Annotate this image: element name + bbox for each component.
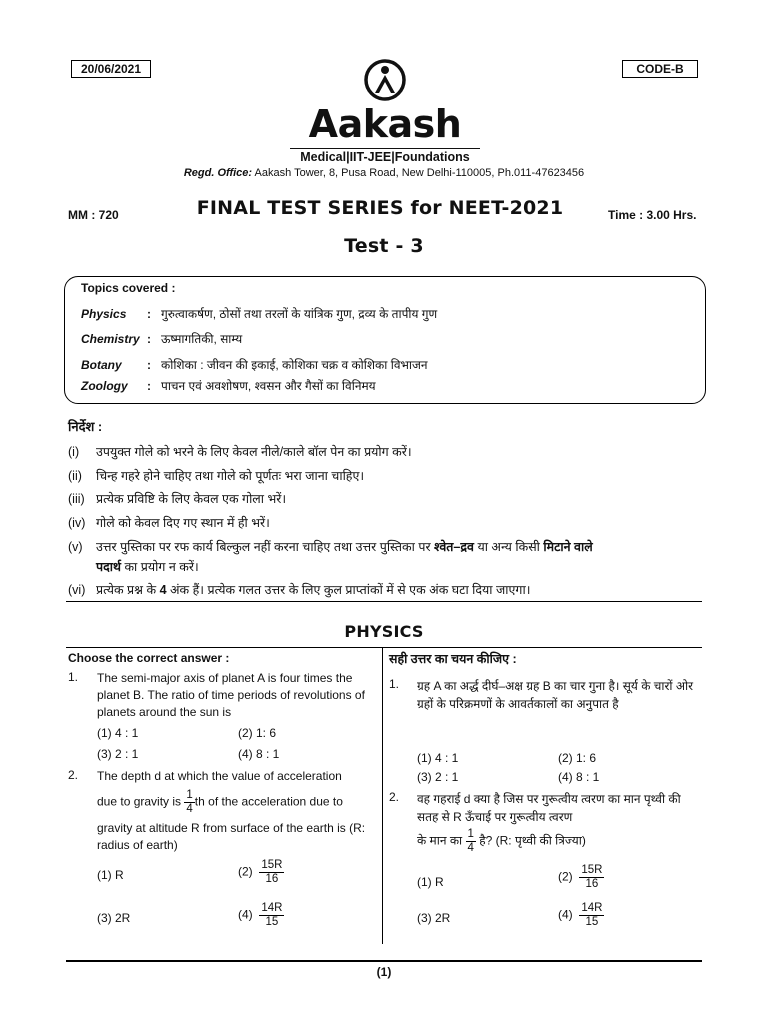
question-number: 1.	[389, 677, 400, 691]
instruction-item: (i) उपयुक्त गोले को भरने के लिए केवल नीले/काले बॉल पेन का प्रयोग करें।	[68, 445, 412, 459]
regd-office: Regd. Office: Aakash Tower, 8, Pusa Road, New Delhi-110005, Ph.011-47623456	[183, 167, 585, 179]
instruction-item: (iv) गोले को केवल दिए गए स्थान में ही भरें।	[68, 516, 270, 530]
option: (1) R	[417, 875, 444, 889]
left-heading: Choose the correct answer :	[68, 651, 230, 665]
test-number: Test - 3	[344, 235, 424, 257]
question-text: के मान का $\frac{1}{4}$ है? (R: पृथ्वी की त्रिज्या)	[417, 828, 586, 854]
option: (2) 1: 6	[558, 751, 597, 765]
topic-row-botany: Botany : कोशिका : जीवन की इकाई, कोशिका चक्र व कोशिका विभाजन	[81, 358, 428, 372]
option: (2) $\frac{15R}{16}$	[238, 859, 283, 885]
option: (4) 8 : 1	[238, 747, 280, 761]
time-allowed: Time : 3.00 Hrs.	[608, 208, 697, 222]
option: (2) 1: 6	[238, 726, 277, 740]
option: (3) 2R	[417, 911, 451, 925]
divider	[66, 647, 702, 648]
option: (4) $\frac{14R}{15}$	[238, 902, 283, 928]
page-title: FINAL TEST SERIES for NEET-2021	[196, 197, 564, 219]
date-box: 20/06/2021	[71, 60, 151, 78]
footer-rule	[66, 960, 702, 962]
logo-tagline: Medical|IIT-JEE|Foundations	[290, 148, 480, 164]
instructions-heading: निर्देश :	[68, 419, 103, 434]
topic-row-chemistry: Chemistry : ऊष्मागतिकी, साम्य	[81, 332, 243, 346]
question-number: 2.	[389, 790, 400, 804]
option: (4) 8 : 1	[558, 770, 600, 784]
topics-heading: Topics covered :	[81, 281, 176, 295]
topics-box	[64, 276, 706, 404]
question-text: due to gravity is $\frac{1}{4}$ th of the acceleration due to	[97, 789, 343, 815]
topic-row-zoology: Zoology : पाचन एवं अवशोषण, श्वसन और गैसों का विनिमय	[81, 379, 376, 393]
instruction-item: (vi) प्रत्येक प्रश्न के 4 अंक हैं। प्रत्येक गलत उत्तर के लिए कुल प्राप्तांकों में से एक अंक घटा दिया जाएगा।	[68, 583, 531, 597]
option: (1) R	[97, 868, 124, 882]
logo-wordmark: Aakash	[308, 102, 462, 146]
question-text: The depth d at which the value of acceleration	[97, 769, 342, 783]
instruction-item: (ii) चिन्ह गहरे होने चाहिए तथा गोले को पूर्णतः भरा जाना चाहिए।	[68, 469, 365, 483]
question-text: ग्रह A का अर्द्ध दीर्घ–अक्ष ग्रह B का चार गुना है। सूर्य के चारों ओर ग्रहों के परिक्रमणों के आवर्तकालों का अनुपात है	[417, 679, 694, 711]
divider	[66, 601, 702, 602]
code-box: CODE-B	[622, 60, 698, 78]
instruction-item: (v) उत्तर पुस्तिका पर रफ कार्य बिल्कुल नहीं करना चाहिए तथा उत्तर पुस्तिका पर श्वेत–द्रव या अन्य किसी मिटाने वाले पदार्थ का प्रयोग न करें।	[68, 540, 593, 574]
question-text: The semi-major axis of planet A is four times the planet B. The ratio of time periods of revolutions of planets around the sun is	[97, 671, 365, 719]
option: (3) 2 : 1	[97, 747, 139, 761]
right-heading: सही उत्तर का चयन कीजिए :	[389, 652, 517, 666]
instruction-item: (iii) प्रत्येक प्रविष्टि के लिए केवल एक गोला भरें।	[68, 492, 287, 506]
column-divider	[382, 648, 383, 944]
fraction: $\frac{1}{4}$	[186, 789, 193, 815]
question-number: 1.	[68, 670, 79, 684]
topic-row-physics: Physics : गुरुत्वाकर्षण, ठोसों तथा तरलों के यांत्रिक गुण, द्रव्य के तापीय गुण	[81, 307, 438, 321]
max-marks: MM : 720	[68, 208, 119, 222]
section-title: PHYSICS	[344, 622, 424, 641]
question-text: वह गहराई d क्या है जिस पर गुरूत्वीय त्वरण का मान पृथ्वी की सतह से R ऊँचाई पर गुरूत्वीय त्वरण	[417, 792, 681, 824]
aakash-emblem-icon	[290, 56, 480, 106]
fraction: $\frac{1}{4}$	[467, 828, 474, 854]
option: (2) $\frac{15R}{16}$	[558, 864, 603, 890]
option: (3) 2 : 1	[417, 770, 459, 784]
option: (1) 4 : 1	[417, 751, 459, 765]
logo	[290, 56, 480, 164]
question-text: gravity at altitude R from surface of the earth is (R: radius of earth)	[97, 821, 366, 852]
option: (1) 4 : 1	[97, 726, 139, 740]
option: (4) $\frac{14R}{15}$	[558, 902, 603, 928]
option: (3) 2R	[97, 911, 131, 925]
page-number: (1)	[376, 965, 392, 979]
question-number: 2.	[68, 768, 79, 782]
